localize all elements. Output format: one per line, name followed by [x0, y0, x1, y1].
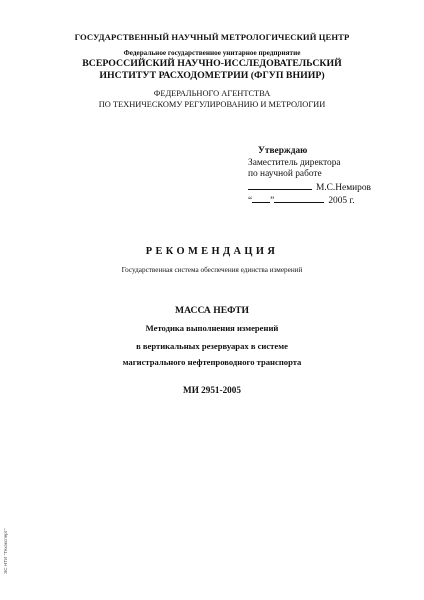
date-close-quote: ” — [270, 196, 275, 206]
approval-block — [248, 146, 408, 208]
agency-line-1: ФЕДЕРАЛЬНОГО АГЕНТСТВА — [153, 89, 271, 98]
signature-blank — [248, 181, 312, 190]
side-stamp: ЭС НТИ "Техэксперт" — [3, 528, 8, 574]
approval-signature-line — [248, 181, 408, 195]
agency-line-2: ПО ТЕХНИЧЕСКОМУ РЕГУЛИРОВАНИЮ И МЕТРОЛОГИИ — [98, 100, 326, 109]
institute-name-line-1: ВСЕРОССИЙСКИЙ НАУЧНО-ИССЛЕДОВАТЕЛЬСКИЙ — [82, 58, 342, 69]
document-description-line-2: в вертикальных резервуарах в системе — [136, 341, 288, 351]
approval-year: 2005 г. — [328, 196, 355, 206]
date-day-blank — [252, 194, 270, 203]
approval-signatory: М.С.Немиров — [316, 182, 371, 193]
document-description-line-3: магистрального нефтепроводного транспорта — [122, 357, 302, 367]
document-title: МАССА НЕФТИ — [175, 305, 249, 316]
date-month-blank — [274, 194, 324, 203]
date-open-quote: “ — [248, 196, 253, 206]
approval-position-line-1: Заместитель директора — [248, 157, 341, 168]
approval-heading: Утверждаю — [258, 146, 308, 156]
document-description-line-1: Методика выполнения измерений — [145, 323, 279, 333]
document-system: Государственная система обеспечения единства измерений — [121, 266, 303, 274]
institute-name-line-2: ИНСТИТУТ РАСХОДОМЕТРИИ (ФГУП ВНИИР) — [99, 70, 325, 81]
metrology-center-name: ГОСУДАРСТВЕННЫЙ НАУЧНЫЙ МЕТРОЛОГИЧЕСКИЙ ЦЕНТР — [74, 32, 350, 42]
document-code: МИ 2951-2005 — [183, 385, 241, 395]
enterprise-type: Федеральное государственное унитарное предприятие — [123, 49, 301, 57]
approval-date-line — [248, 194, 408, 208]
document-type-heading: РЕКОМЕНДАЦИЯ — [145, 246, 279, 257]
approval-position-line-2: по научной работе — [248, 169, 322, 179]
